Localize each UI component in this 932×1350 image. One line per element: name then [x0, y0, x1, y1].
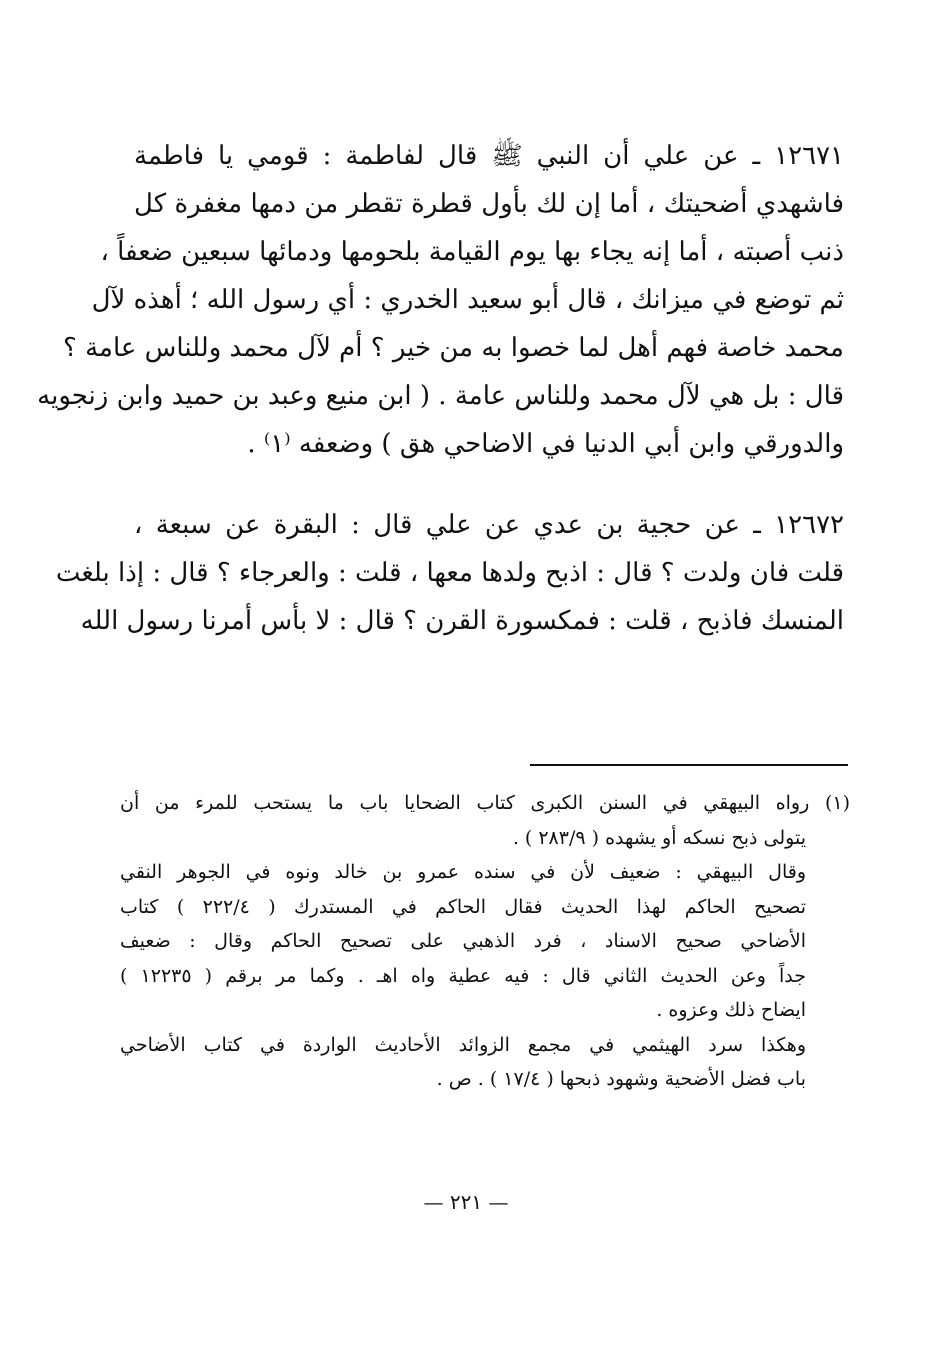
footnote-line: يتولى ذبح نسكه أو يشهده ( ٢٨٣/٩ ) . [512, 826, 806, 849]
footnote-line: جداً وعن الحديث الثاني قال : فيه عطية واه اهـ . وكما مر برقم ( ١٢٢٣٥ ) [120, 964, 806, 987]
footnote-line: وقال البيهقي : ضعيف لأن في سنده عمرو بن خالد ونوه في الجوهر النقي [120, 861, 806, 883]
footnote-line: تصحيح الحاكم لهذا الحديث فقال الحاكم في المستدرك ( ٢٢٢/٤ ) كتاب [120, 895, 806, 918]
footnote-line: وهكذا سرد الهيثمي في مجمع الزوائد الأحاديث الواردة في كتاب الأضاحي [120, 1033, 806, 1056]
hadith-line: ١٢٦٧٢ ـ عن حجية بن عدي عن علي قال : البقرة عن سبعة ، [134, 510, 844, 540]
hadith-line: قال : بل هي لآل محمد وللناس عامة . ( ابن منيع وعبد بن حميد وابن زنجويه [37, 381, 844, 411]
footnote-line: باب فضل الأضحية وشهود ذبحها ( ١٧/٤ ) . ص . [436, 1068, 806, 1090]
main-text [37, 132, 844, 645]
hadith-line: ثم توضع في ميزانك ، قال أبو سعيد الخدري : أي رسول الله ؛ أهذه لآل [91, 285, 844, 315]
footnotes [120, 786, 850, 1097]
paragraph-gap [134, 468, 844, 501]
hadith-line: ذنب أصبته ، أما إنه يجاء بها يوم القيامة بلحومها ودمائها سبعين ضعفاً ، [100, 237, 844, 267]
hadith-line: قلت فان ولدت ؟ قال : اذبح ولدها معها ، قلت : والعرجاء ؟ قال : إذا بلغت [55, 558, 844, 588]
footnote-line: الأضاحي صحيح الاسناد ، فرد الذهبي على تصحيح الحاكم وقال : ضعيف [120, 930, 806, 952]
hadith-line: فاشهدي أضحيتك ، أما إن لك بأول قطرة تقطر من دمها مغفرة كل [134, 189, 844, 219]
hadith-line: ١٢٦٧١ ـ عن علي أن النبي ﷺ قال لفاطمة : قومي يا فاطمة [134, 141, 844, 171]
hadith-12671 [37, 132, 844, 468]
footnote-line: (١) رواه البيهقي في السنن الكبرى كتاب الضحايا باب ما يستحب للمرء من أن [120, 792, 850, 814]
page-number: — ٢٢١ — [423, 1190, 509, 1214]
hadith-line: المنسك فاذبح ، قلت : فمكسورة القرن ؟ قال : لا بأس أمرنا رسول الله [80, 606, 844, 636]
hadith-line: والدورقي وابن أبي الدنيا في الاضاحي هق ) وضعفه ⁽١⁾ . [247, 429, 844, 459]
hadith-12672 [55, 501, 844, 645]
footnote-line: ايضاح ذلك وعزوه . [656, 999, 806, 1021]
footnote-separator [530, 764, 848, 766]
hadith-line: محمد خاصة فهم أهل لما خصوا به من خير ؟ أم لآل محمد وللناس عامة ؟ [63, 333, 844, 363]
